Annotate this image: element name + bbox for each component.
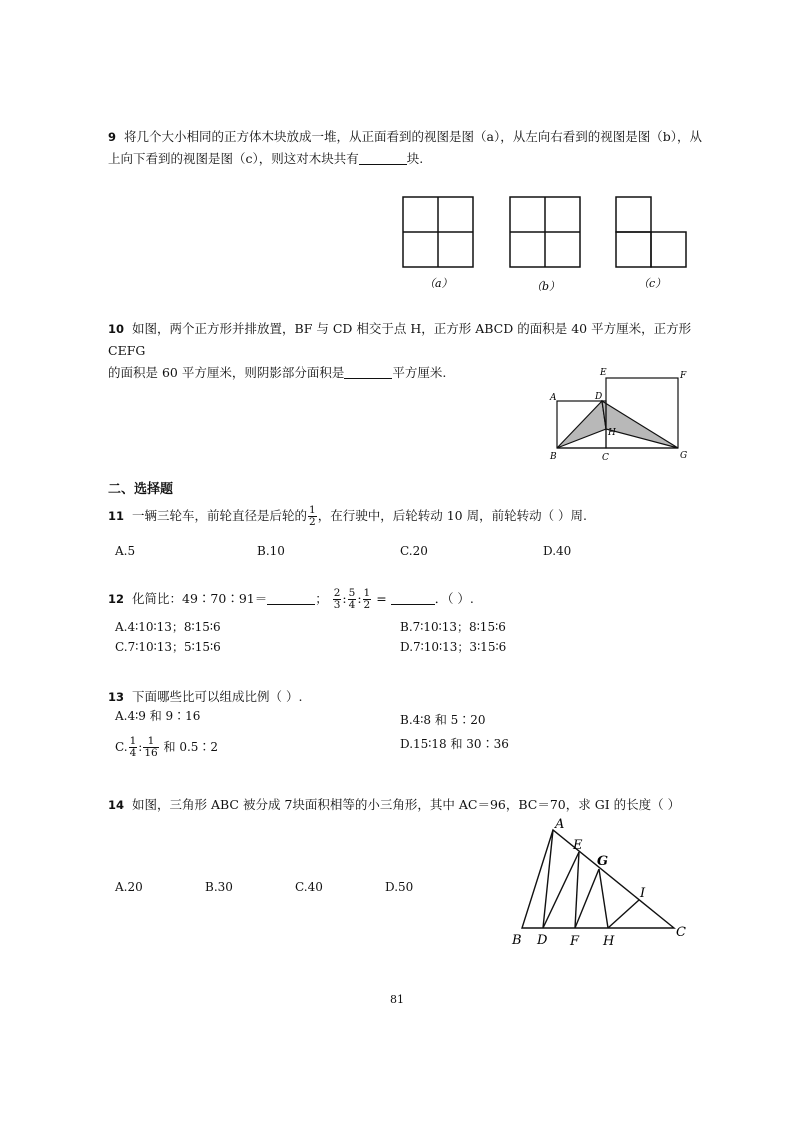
q14-triangle-figure	[508, 812, 698, 947]
answer-blank[interactable]	[344, 364, 392, 379]
question-text: 化简比：49∶70∶91＝	[132, 591, 268, 606]
question-text-line2: 上向下看到的视图是图（c），则这对木块共有	[108, 151, 359, 166]
question-text-suffix: ．（ ）.	[434, 591, 474, 606]
question-text-line1: 如图，两个正方形并排放置，BF 与 CD 相交于点 H，正方形 ABCD 的面积是 40 平方厘米，正方形 CEFG	[108, 321, 692, 358]
point-label-g: G	[680, 451, 688, 461]
question-text-suffix: ，在行驶中，后轮转动 10 周，前轮转动（ ）周.	[317, 508, 588, 523]
option-a[interactable]: A.4∶9 和 9∶16	[115, 709, 201, 723]
view-c-bottom-left-square	[616, 232, 651, 267]
point-label-h: H	[603, 934, 615, 947]
question-number: 9	[108, 130, 117, 144]
point-label-c: C	[676, 925, 686, 940]
fraction-2: $\frac{5}{4}$	[348, 587, 356, 611]
label-c: （c）	[638, 277, 667, 290]
option-a[interactable]: A.4∶10∶13；8∶15∶6	[115, 620, 221, 634]
option-d[interactable]: D.50	[385, 880, 414, 894]
view-c-bottom-right-square	[651, 232, 686, 267]
option-c[interactable]: C. $\frac{1}{4}$ : $\frac{1}{16}$ 和 0.5∶2	[115, 735, 219, 759]
point-label-b: B	[550, 452, 557, 462]
point-label-i: I	[640, 886, 646, 901]
question-12: 12 化简比：49∶70∶91＝ ； $\frac{2}{3}$ : $\frac{5}{4}$ : $\frac{1}{2}$ = ．（ ）.	[108, 587, 474, 611]
separator: ；	[315, 591, 328, 606]
option-d[interactable]: D.15∶18 和 30∶36	[400, 737, 509, 751]
question-text: 如图，三角形 ABC 被分成 7块面积相等的小三角形，其中 AC＝96，BC＝70，求 GI 的长度（ ）	[132, 797, 681, 812]
section-title: 二、选择题	[108, 482, 174, 497]
view-c-top-square	[616, 197, 651, 232]
point-label-a: A	[550, 393, 557, 403]
question-number: 10	[108, 322, 125, 336]
question-number: 14	[108, 798, 125, 812]
question-text: 一辆三轮车，前轮直径是后轮的	[132, 508, 308, 523]
label-a: （a）	[424, 277, 453, 290]
fraction-1: $\frac{2}{3}$	[333, 587, 341, 611]
question-13	[108, 686, 708, 708]
question-11	[108, 505, 708, 528]
option-b[interactable]: B.10	[257, 544, 285, 558]
option-d[interactable]: D.7∶10∶13；3∶15∶6	[400, 640, 507, 654]
fraction-1: $\frac{1}{4}$	[129, 735, 137, 759]
question-text-suffix: 块.	[406, 151, 424, 166]
point-label-f: F	[570, 934, 580, 947]
point-label-d: D	[595, 392, 603, 402]
point-label-g: G	[597, 854, 609, 869]
point-label-f: F	[680, 371, 687, 381]
point-label-b: B	[512, 933, 522, 947]
option-b[interactable]: B.4∶8 和 5∶20	[400, 713, 486, 727]
point-label-e: E	[600, 368, 607, 378]
fraction-3: $\frac{1}{2}$	[363, 587, 371, 611]
option-d[interactable]: D.40	[543, 544, 572, 558]
option-b[interactable]: B.30	[205, 880, 233, 894]
answer-blank-2[interactable]	[391, 590, 435, 605]
question-text-line2: 的面积是 60 平方厘米，则阴影部分面积是	[108, 365, 345, 380]
answer-blank-1[interactable]	[267, 590, 315, 605]
shaded-triangle-right	[602, 401, 678, 448]
question-9	[108, 126, 708, 170]
point-label-h: H	[608, 428, 616, 438]
point-label-a: A	[555, 817, 565, 832]
page-number: 81	[390, 993, 404, 1006]
point-label-e: E	[573, 838, 583, 853]
question-number: 13	[108, 690, 125, 704]
point-label-c: C	[602, 453, 609, 463]
fraction-2: $\frac{1}{16}$	[144, 735, 158, 759]
q9-view-figures	[398, 192, 693, 298]
question-text-line1: 将几个大小相同的正方体木块放成一堆，从正面看到的视图是图（a），从左向右看到的视图是图（b），从	[124, 129, 702, 144]
shaded-triangle-left	[557, 401, 606, 448]
question-number: 11	[108, 509, 125, 523]
option-c[interactable]: C.40	[295, 880, 323, 894]
point-label-d: D	[537, 933, 548, 947]
option-c[interactable]: C.7∶10∶13；5∶15∶6	[115, 640, 221, 654]
option-a[interactable]: A.5	[115, 544, 136, 558]
question-text-suffix: 平方厘米.	[392, 365, 447, 380]
fraction: $\frac{1}{2}$	[309, 504, 316, 528]
option-a[interactable]: A.20	[115, 880, 143, 894]
answer-blank[interactable]	[359, 150, 407, 165]
label-b: （b）	[531, 280, 561, 293]
question-number: 12	[108, 592, 125, 606]
option-c[interactable]: C.20	[400, 544, 428, 558]
option-b[interactable]: B.7∶10∶13；8∶15∶6	[400, 620, 506, 634]
q10-squares-figure	[540, 360, 700, 466]
question-text: 下面哪些比可以组成比例（ ）.	[132, 689, 303, 704]
